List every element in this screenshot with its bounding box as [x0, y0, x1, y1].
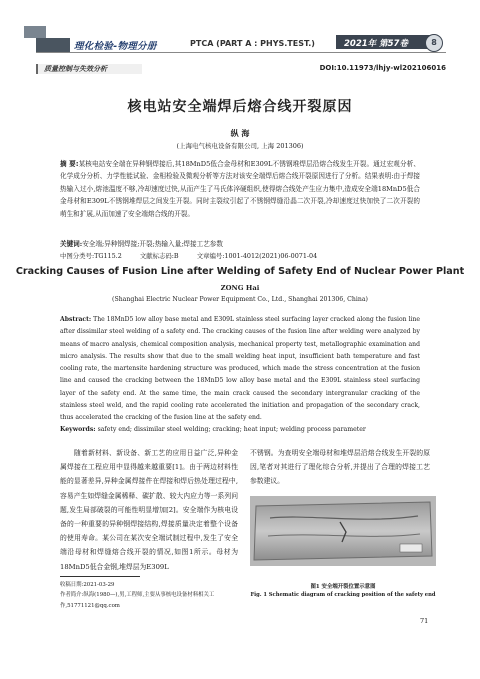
abstract-text-cn: 某核电站安全端在异种钢焊接后,其18MnD5低合金母材和E309L不锈钢堆焊层沿熔合线发生开裂。通过宏观分析、化学成分分析、力学性能试验、金相检验及微观分析等方法对该安全端焊后熔合线开裂原因进行了分析。结果表明:由于焊接热输入过小,熔池温度不够,冷却速度过快,从而产生了马氏体淬硬组织,使得熔合线处产生应力集中,造成安全端18MnD5低合金母材和E309L不锈钢堆焊层之间发生开裂。同时主裂纹引起了不锈钢焊缝沿晶二次开裂,冷却速度过快加快了二次开裂的萌生和扩展,从而加速了安全端熔合线的开裂。: [60, 160, 420, 218]
safety-end-photo-illustration: [250, 496, 436, 566]
keywords-text-cn: 安全端;异种钢焊接;开裂;热输入量;焊接工艺参数: [82, 240, 223, 248]
keywords-label-cn: 关键词:: [60, 240, 83, 248]
author-cn: 纵 海: [230, 128, 250, 138]
keywords-text-en: safety end; dissimilar steel welding; cracking; heat input; welding process parameter: [97, 426, 366, 433]
paper-title-cn: 核电站安全端焊后熔合线开裂原因: [127, 99, 353, 115]
keywords-en: [60, 426, 420, 433]
keywords-cn: [60, 238, 420, 250]
body-text-right: 不锈钢。为查明安全端母材和堆焊层沿熔合线发生开裂的原因,笔者对其进行了理化综合分析,并提出了合理的焊接工艺参数建议。: [250, 449, 430, 486]
footnote-divider: [60, 576, 140, 577]
abstract-label-en: Abstract:: [60, 316, 92, 323]
journal-name-cn: 理化检验-物理分册: [74, 41, 157, 52]
abstract-en: [60, 314, 420, 425]
issue-number: 8: [425, 34, 443, 52]
affiliation-en: (Shanghai Electric Nuclear Power Equipment Co., Ltd., Shanghai 201306, China): [112, 296, 368, 303]
journal-name-en: PTCA (PART A : PHYS.TEST.): [190, 39, 315, 48]
paper-title-en: Cracking Causes of Fusion Line after Welding of Safety End of Nuclear Power Plant: [15, 266, 465, 277]
doc-code: 文献标志码:B: [139, 252, 179, 260]
figure-caption-en: Fig. 1 Schematic diagram of cracking position of the safety end: [250, 592, 436, 598]
page-number: 71: [420, 617, 429, 625]
keywords-label-en: Keywords:: [60, 426, 96, 433]
author-en: ZONG Hai: [220, 284, 260, 292]
clc-number: 中图分类号:TG115.2: [60, 252, 122, 260]
header-divider: [36, 52, 446, 53]
doi: DOI:10.11973/lhjy-wl202106016: [319, 64, 446, 72]
author-bio: 作者简介:纵海(1980—),男,工程师,主要从事核电设备材料相关工作,51771121@qq.com: [60, 592, 215, 609]
figure-photo: [250, 496, 436, 566]
section-label: 质量控制与失效分析: [44, 65, 107, 73]
article-number: 文章编号:1001-4012(2021)06-0071-04: [196, 252, 318, 260]
figure-caption-cn: 图1 安全端开裂位置示意图: [310, 584, 376, 590]
abstract-label-cn: 摘 要:: [60, 160, 79, 168]
received-date: 收稿日期:2021-03-29: [60, 582, 115, 588]
journal-logo: [36, 38, 70, 52]
affiliation-cn: (上海电气核电设备有限公司, 上海 201306): [176, 142, 304, 150]
classification-cn: [60, 250, 420, 262]
abstract-text-en: The 18MnD5 low alloy base metal and E309L stainless steel surfacing layer cracked along the fusion line after dissimilar steel welding of a safety end. The cracking causes of the fusion line after welding were analyzed by means of macro analysis, chemical composition analysis, mechanical property test, metallographic examination and micro analysis. The results show that due to the small welding heat input, insufficient bath temperature and fast cooling rate, the martensite hardening structure was produced, which made the stress concentration at the fusion line and caused the cracking between the 18MnD5 low alloy base metal and the E309L stainless steel surfacing layer of the safety end. At the same time, the main crack caused the secondary intergranular cracking of the stainless steel weld, and the rapid cooling rate accelerated the initiation and propagation of the secondary crack, thus accelerated the cracking of the fusion line at the safety end.: [60, 316, 420, 422]
abstract-cn: [60, 158, 420, 220]
footnote: [60, 580, 250, 611]
year-volume: 2021年 第57卷: [344, 39, 408, 49]
body-text-left: 随着新材料、新设备、新工艺的应用日益广泛,异种金属焊接在工程应用中显得越来越重要[1]。由于两边材料性能的显著差异,异种金属焊接件在焊接和焊后热处理过程中,容易产生如焊缝金属稀释、碳扩散、较大内应力等一系列问题,发生局部破裂的可能性明显增加[2]。安全端作为核电设备的一种重要的异种钢焊接结构,焊接质量决定着整个设备的使用寿命。某公司在某次安全端试制过程中,发生了安全端沿母材和焊缝熔合线开裂的情况,如图1所示。母材为18MnD5低合金钢,堆焊层为E309L: [60, 449, 238, 571]
